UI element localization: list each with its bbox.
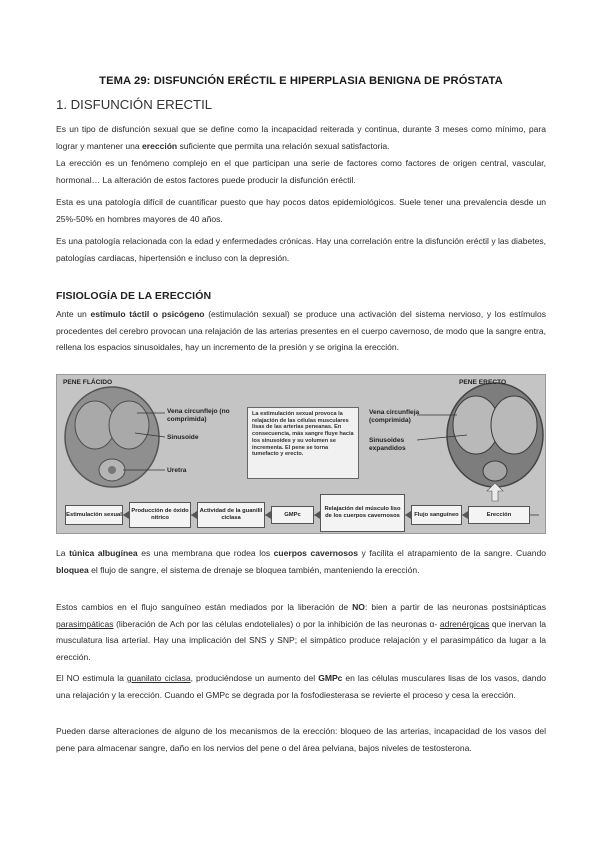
text-run: La (56, 548, 70, 558)
text-run: Estos cambios en el flujo sanguíneo están mediados por la liberación de (56, 602, 353, 612)
text-run: El NO estimula la (56, 673, 127, 683)
flow-step-stimulation: Estimulación sexual (65, 505, 123, 525)
sinusoids-label: Sinusoides expandidos (369, 437, 406, 452)
text-run: es una membrana que rodea los (137, 548, 274, 558)
erect-title: PENE ERECTO (459, 379, 507, 386)
text-run: Es un tipo de disfunción sexual que se define como la incapacidad reiterada y continua, durante 3 meses como mínimo, para lograr y mantener una (56, 124, 546, 151)
vein-label-left: Vena circunflejo (no comprimida) (167, 408, 230, 423)
urethra-label: Uretra (167, 467, 187, 474)
vein-label-right: Vena circunfleja (comprimida) (369, 409, 420, 424)
paragraph-factors: La erección es un fenómeno complejo en el que participan una serie de factores como factores de origen central, vascular, hormonal… La alteración de estos factores puede producir la disfunción eréctil. (56, 158, 546, 185)
underlined-term: adrenérgicas (439, 618, 490, 629)
paragraph-stimulus (56, 306, 546, 356)
erection-figure (56, 374, 546, 534)
paragraph-prevalence: Esta es una patología difícil de cuantificar puesto que hay pocos datos epidemiológicos. Suele tener una prevalencia desde un 25%-50% en hombres mayores de 40 años. (56, 197, 546, 224)
text-run: (estimulación sexual) se produce una activación del sistema nervioso, y los estímulos procedentes del cerebro provocan una relajación de las arterias presentes en el cuerpo cavernoso, de modo que la sangre entra, rellena los espacios sinusoidales, hay un incremento de la presión y se origina la erección. (56, 309, 546, 353)
bold-term: bloquea (56, 564, 89, 575)
text-run: (liberación de Ach por las células endoteliales) o por la inhibición de las neuronas α- (113, 618, 440, 629)
explanation-box: La estimulación sexual provoca la relajación de las células musculares lisas de las arterias peneanas. En consecuencia, más sangre fluye hacia los sinusoides y su volumen se incrementa. El pene se torna tumefacto y erecto. (247, 407, 359, 479)
text-run: y facilita el atrapamiento de la sangre. Cuando (357, 548, 546, 558)
paragraph-correlation: Es una patología relacionada con la edad y enfermedades crónicas. Hay una correlación entre la disfunción eréctil y las diabetes, patologías cardiacas, hipertensión e incluso con la depresión. (56, 236, 546, 263)
page-title: TEMA 29: DISFUNCIÓN ERÉCTIL E HIPERPLASIA BENIGNA DE PRÓSTATA (99, 75, 503, 87)
flow-step-blood-flow: Flujo sanguíneo (411, 505, 462, 525)
paragraph-tunica (56, 545, 546, 578)
flow-step-smooth-muscle: Relajación del músculo liso de los cuerpos cavernosos (320, 494, 405, 532)
flaccid-title: PENE FLÁCIDO (63, 379, 113, 386)
paragraph-gmpc (56, 670, 546, 703)
text-run: , produciéndose un aumento del (190, 673, 319, 683)
bold-term: estímulo táctil o psicógeno (90, 309, 205, 319)
bold-term: túnica albugínea (69, 548, 138, 558)
text-run: : bien a partir de las neuronas postsinápticas (364, 602, 546, 612)
flow-step-erection: Erección (468, 506, 530, 524)
paragraph-no-mediation (56, 599, 546, 666)
bold-term: GMPc (318, 673, 343, 683)
text-run: en las células musculares lisas de los vasos, dando una relajación y la erección. Cuando el GMPc se degrada por la fosfodiesterasa se revierte el proceso y cesa la erección. (56, 673, 546, 700)
flow-step-gmpc: GMPc (271, 506, 314, 524)
sinusoid-label: Sinusoide (167, 434, 199, 441)
section-heading-fisiologia: FISIOLOGÍA DE LA ERECCIÓN (56, 290, 212, 302)
flow-step-nitric-oxide: Producción de óxido nítrico (129, 502, 191, 528)
paragraph-alterations: Pueden darse alteraciones de alguno de los mecanismos de la erección: bloqueo de las arterias, incapacidad de los vasos del pene para almacenar sangre, daño en los nervios del pene o del área pelviana, bajos niveles de testosterona. (56, 726, 546, 753)
text-run: suficiente que permita una relación sexual satisfactoria. (177, 140, 390, 151)
underlined-term: guanilato ciclasa (126, 673, 191, 683)
text-run: Ante un (56, 309, 91, 319)
bold-term: erección (142, 140, 178, 151)
text-run: el flujo de sangre, el sistema de drenaje se bloquea también, manteniendo la erección. (88, 564, 420, 575)
underlined-term: parasimpáticas (56, 618, 114, 629)
bold-term: cuerpos cavernosos (273, 548, 358, 558)
paragraph-definition (56, 121, 546, 154)
flow-step-guanylyl-cyclase: Actividad de la guanilil ciclasa (197, 502, 265, 528)
text-run: que inervan la musculatura lisa arterial. Hay una implicación del SNS y SNP; el simpático produce relajación y el parasimpático da lugar a la erección. (56, 618, 546, 663)
bold-term: NO (352, 602, 365, 612)
section-heading-disfuncion: 1. DISFUNCIÓN ERECTIL (56, 97, 213, 112)
